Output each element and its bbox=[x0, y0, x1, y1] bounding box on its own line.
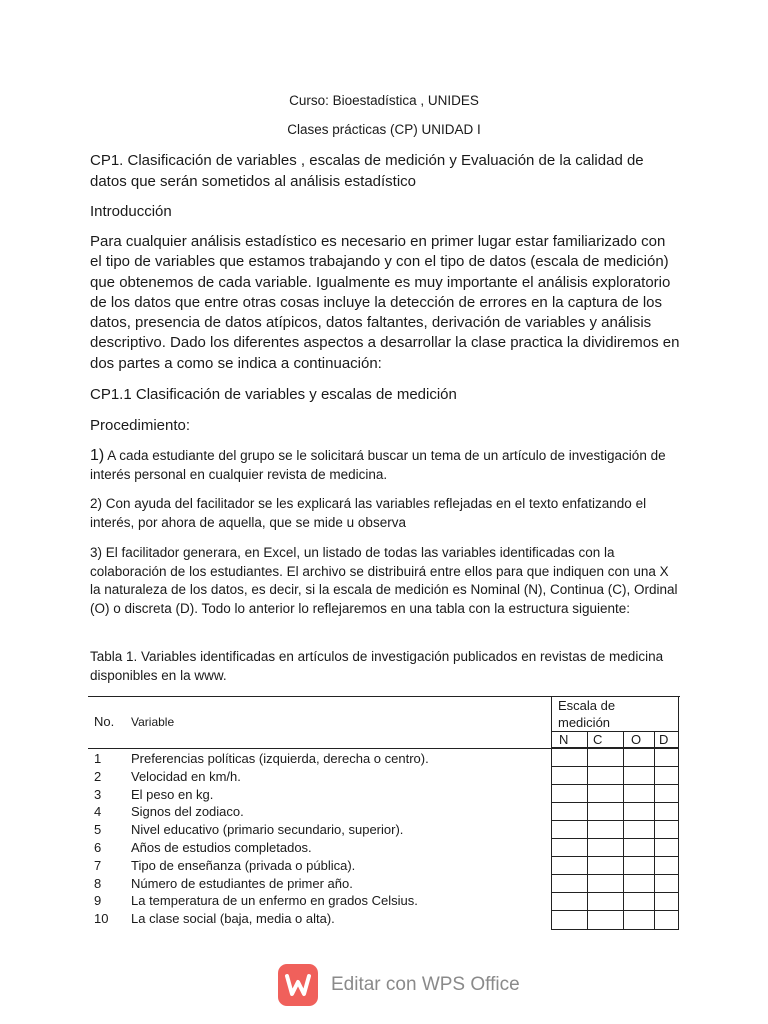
row-variable: La clase social (baja, media o alta). bbox=[131, 911, 335, 927]
grid-row-line bbox=[551, 910, 679, 911]
row-variable: Velocidad en km/h. bbox=[131, 768, 241, 784]
row-number: 8 bbox=[94, 875, 102, 891]
step-1-number: 1) bbox=[90, 447, 105, 464]
row-number: 10 bbox=[94, 911, 109, 927]
table-row bbox=[88, 750, 548, 768]
course-line: Curso: Bioestadística , UNIDES bbox=[289, 93, 479, 108]
step-1 bbox=[90, 447, 680, 484]
row-variable: Signos del zodiaco. bbox=[131, 804, 244, 820]
table-row bbox=[88, 786, 548, 804]
table-row bbox=[88, 821, 548, 839]
grid-row-line bbox=[551, 766, 679, 767]
document-title: CP1. Clasificación de variables , escalas de medición y Evaluación de la calidad de datos que serán sometidos al análisis estadístico bbox=[90, 152, 644, 190]
table-header-rule bbox=[88, 748, 552, 749]
row-number: 3 bbox=[94, 786, 102, 802]
step-2: 2) Con ayuda del facilitador se les explicará las variables reflejadas en el texto enfatizando el interés, por ahora de aquella, que se mide u observa bbox=[90, 496, 647, 530]
row-number: 7 bbox=[94, 857, 102, 873]
table-row bbox=[88, 839, 548, 857]
row-variable: Tipo de enseñanza (privada o pública). bbox=[131, 857, 356, 873]
scale-col-n: N bbox=[559, 732, 569, 747]
row-number: 4 bbox=[94, 804, 102, 820]
grid-row-line bbox=[551, 820, 679, 821]
column-header-variable: Variable bbox=[131, 715, 175, 729]
grid-divider bbox=[654, 731, 655, 930]
row-number: 2 bbox=[94, 768, 102, 784]
grid-row-line bbox=[551, 802, 679, 803]
edit-with-wps-button[interactable] bbox=[278, 964, 520, 1006]
table-caption: Tabla 1. Variables identificadas en artículos de investigación publicados en revistas de medicina disponibles en la www. bbox=[90, 649, 664, 683]
wps-logo-icon bbox=[278, 964, 318, 1006]
row-variable: La temperatura de un enfermo en grados Celsius. bbox=[131, 893, 418, 909]
grid-row-line bbox=[551, 892, 679, 893]
wps-label: Editar con WPS Office bbox=[331, 974, 520, 995]
grid-row-line bbox=[551, 856, 679, 857]
procedure-heading: Procedimiento: bbox=[90, 417, 191, 434]
scale-subheader bbox=[551, 731, 679, 748]
step-1-text: A cada estudiante del grupo se le solicitará buscar un tema de un artículo de investigación de interés personal en cualquier revista de medicina. bbox=[90, 448, 666, 482]
section-heading: CP1.1 Clasificación de variables y escalas de medición bbox=[90, 386, 457, 403]
table-body bbox=[88, 750, 548, 928]
row-variable: Nivel educativo (primario secundario, superior). bbox=[131, 822, 404, 838]
row-number: 6 bbox=[94, 839, 102, 855]
grid-row-line bbox=[551, 874, 679, 875]
table-row bbox=[88, 803, 548, 821]
scale-grid bbox=[551, 748, 679, 930]
row-variable: Años de estudios completados. bbox=[131, 839, 312, 855]
table-row bbox=[88, 857, 548, 875]
row-number: 5 bbox=[94, 822, 102, 838]
grid-row-line bbox=[551, 838, 679, 839]
row-variable: El peso en kg. bbox=[131, 786, 214, 802]
table-row bbox=[88, 910, 548, 928]
row-variable: Número de estudiantes de primer año. bbox=[131, 875, 353, 891]
table-row bbox=[88, 892, 548, 910]
intro-heading: Introducción bbox=[90, 203, 172, 220]
scale-col-c: C bbox=[593, 732, 603, 747]
step-3: 3) El facilitador generara, en Excel, un listado de todas las variables identificadas con la colaboración de los estudiantes. El archivo se distribuirá entre ellos para que indiquen con una X la naturaleza de los datos, es decir, si la escala de medición es Nominal (N), Continua (C), Ordinal (O) o discreta (D). Todo lo anterior lo reflejaremos en una tabla con la estructura siguiente: bbox=[90, 545, 678, 616]
column-header-no: No. bbox=[94, 714, 115, 729]
row-variable: Preferencias políticas (izquierda, derecha o centro). bbox=[131, 751, 429, 766]
scale-col-o: O bbox=[631, 732, 642, 747]
table-row bbox=[88, 768, 548, 786]
table-row bbox=[88, 875, 548, 893]
grid-row-line bbox=[551, 784, 679, 785]
intro-paragraph: Para cualquier análisis estadístico es necesario en primer lugar estar familiarizado con el tipo de variables que estamos trabajando y con el tipo de datos (escala de medición) que obtenemos de cada variable. Igualmente es muy importante el análisis exploratorio de los datos que entre otras cosas incluye la detección de errores en la captura de los datos, presencia de datos atípicos, datos faltantes, derivación de variables y análisis descriptivo. Dado los diferentes aspectos a desarrollar la clase practica la dividiremos en dos partes a como se indica a continuación: bbox=[90, 233, 680, 372]
scale-col-d: D bbox=[659, 732, 669, 747]
row-number: 9 bbox=[94, 893, 102, 909]
grid-divider bbox=[587, 731, 588, 930]
row-number: 1 bbox=[94, 751, 102, 766]
column-header-scale: Escala de medición bbox=[558, 698, 616, 730]
unit-line: Clases prácticas (CP) UNIDAD I bbox=[287, 122, 481, 137]
grid-divider bbox=[623, 731, 624, 930]
